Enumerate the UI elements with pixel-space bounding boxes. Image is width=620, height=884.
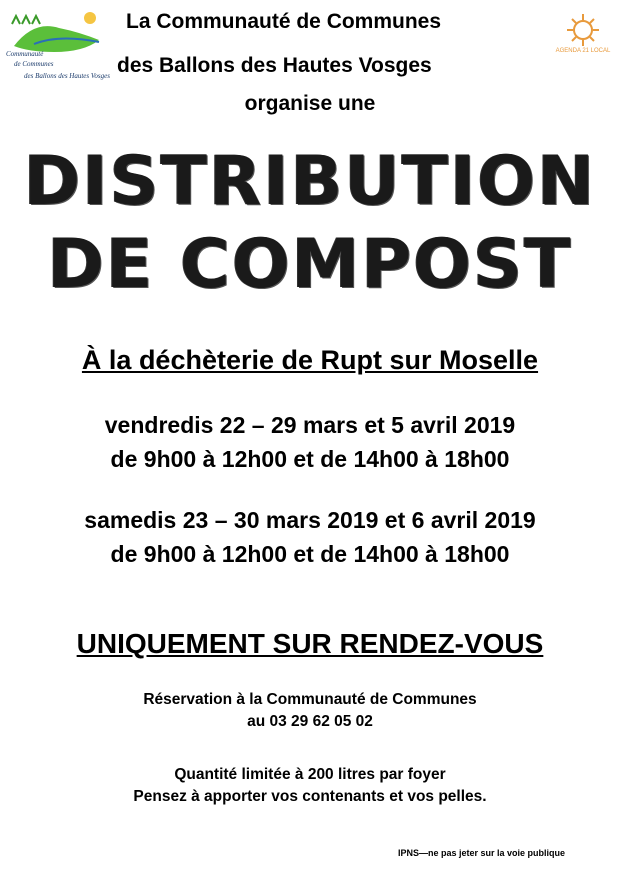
logo-caption-1: Communauté (6, 50, 44, 58)
schedule-block-2 (0, 503, 620, 571)
agenda-21-label: AGENDA 21 LOCAL (555, 48, 611, 53)
header-line-1: La Communauté de Communes (126, 10, 442, 33)
header-line-3: organise une (244, 92, 376, 115)
title-line-1: DISTRIBUTION (23, 142, 597, 221)
mountain-landscape-icon (4, 6, 114, 56)
logo-caption-3: des Ballons des Hautes Vosges (24, 72, 110, 80)
reservation-phone: au 03 29 62 05 02 (247, 713, 373, 730)
reservation-line-1: Réservation à la Communauté de Communes (143, 691, 477, 708)
location: À la déchèterie de Rupt sur Moselle (81, 345, 539, 375)
notes-block (0, 764, 620, 808)
ccbhv-logo (4, 6, 114, 84)
appointment-notice: UNIQUEMENT SUR RENDEZ-VOUS (76, 628, 544, 659)
footer-ipns: IPNS—ne pas jeter sur la voie publique (398, 848, 566, 858)
schedule-hours-2: de 9h00 à 12h00 et de 14h00 à 18h00 (110, 541, 510, 567)
schedule-block-1 (0, 408, 620, 476)
containers-note: Pensez à apporter vos contenants et vos pelles. (133, 788, 487, 805)
header-line-2: des Ballons des Hautes Vosges (117, 54, 432, 77)
logo-caption-2: de Communes (14, 60, 54, 68)
schedule-days-1: vendredis 22 – 29 mars et 5 avril 2019 (104, 412, 516, 438)
schedule-hours-1: de 9h00 à 12h00 et de 14h00 à 18h00 (110, 446, 510, 472)
schedule-days-2: samedis 23 – 30 mars 2019 et 6 avril 2019 (84, 507, 536, 533)
agenda-21-icon (553, 8, 613, 53)
quantity-note: Quantité limitée à 200 litres par foyer (174, 766, 446, 783)
reservation-block (0, 689, 620, 733)
title-line-2: DE COMPOST (47, 225, 573, 304)
agenda-21-logo (553, 8, 613, 53)
